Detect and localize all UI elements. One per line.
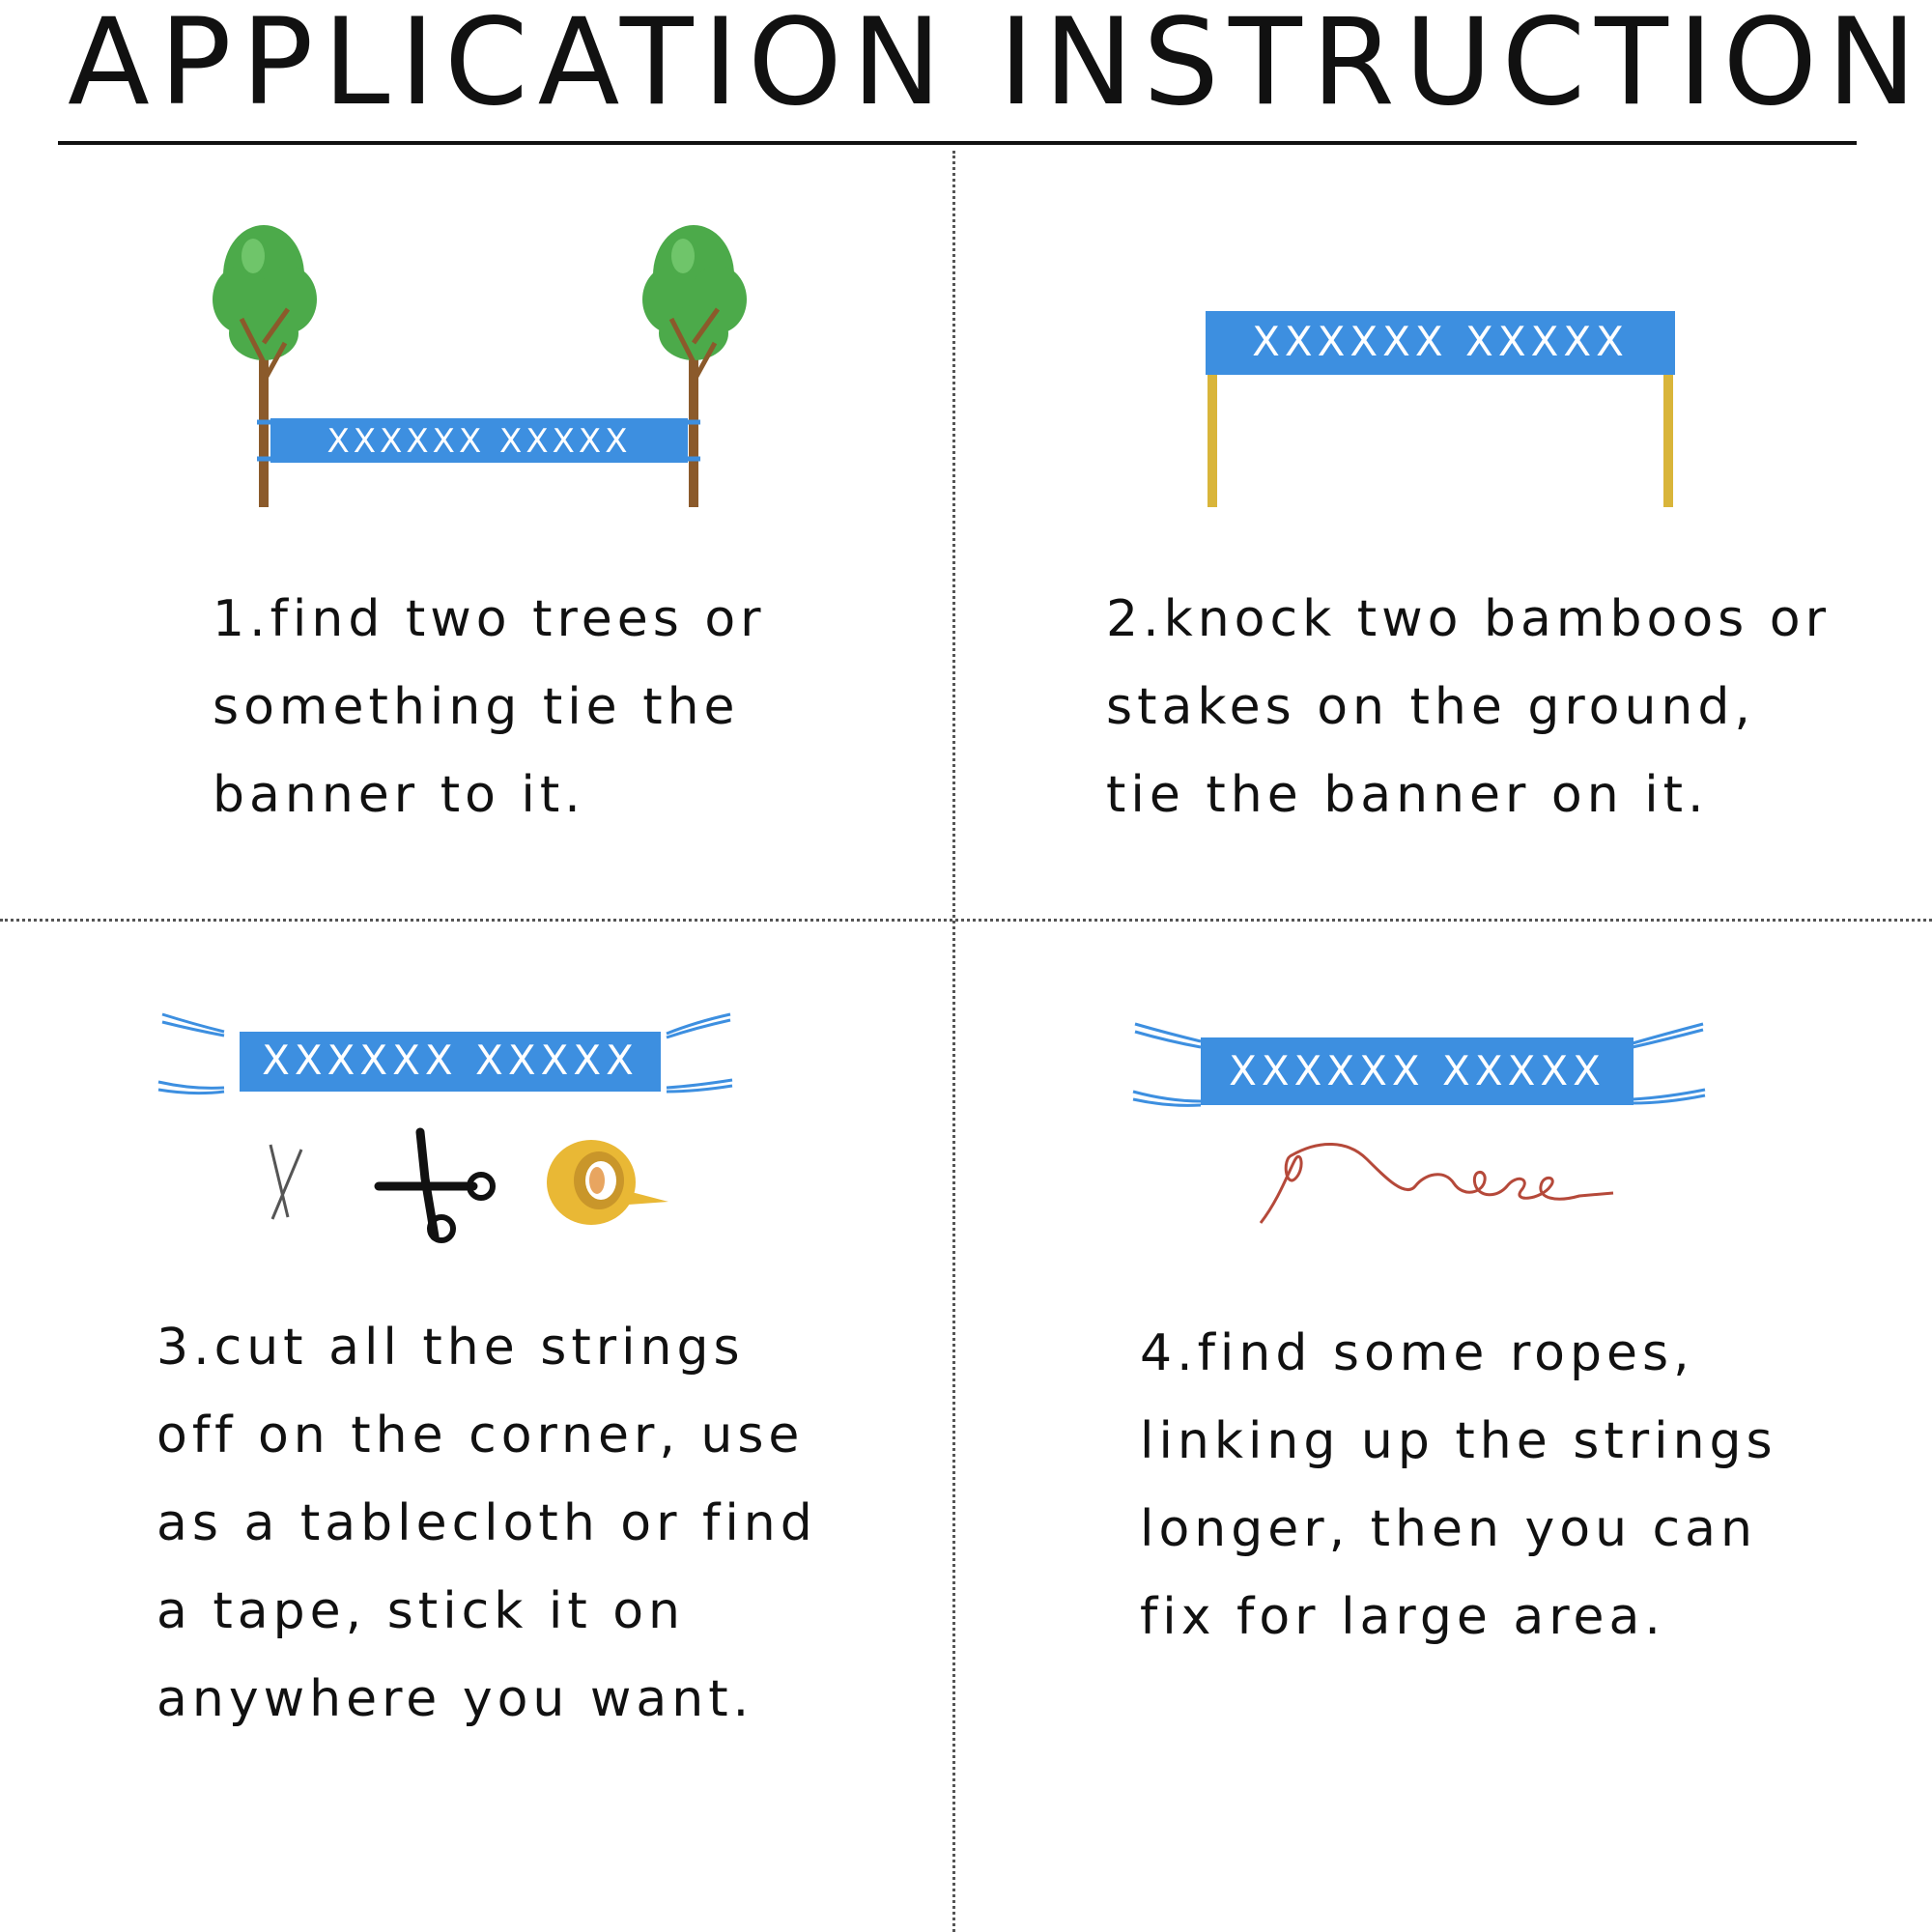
banner-label: XXXXXX XXXXX (327, 422, 632, 461)
ropes-illustration (1125, 1014, 1715, 1236)
trees-banner-illustration (193, 217, 753, 507)
banner-label: XXXXXX XXXXX (262, 1037, 639, 1084)
tree-icon (642, 225, 747, 507)
step-3-line: off on the corner, use (156, 1406, 805, 1464)
banner (240, 1032, 661, 1092)
step-4-line: longer, then you can (1140, 1500, 1757, 1558)
banner (1206, 311, 1675, 375)
stakes-banner-illustration (1198, 309, 1681, 507)
step-3-line: 3.cut all the strings (156, 1319, 745, 1377)
vertical-divider (952, 151, 955, 1932)
horizontal-divider (0, 919, 1932, 922)
tablecloth-illustration (155, 1005, 744, 1256)
tree-icon (213, 225, 317, 507)
rope-icon (1261, 1144, 1613, 1223)
banner-label: XXXXXX XXXXX (1229, 1047, 1605, 1094)
step-3-line: a tape, stick it on (156, 1582, 686, 1640)
banner (1201, 1037, 1634, 1105)
step-2-line: tie the banner on it. (1106, 766, 1709, 824)
title-underline (58, 141, 1857, 145)
step-4-instruction (1140, 1310, 1777, 1662)
step-4-line: fix for large area. (1140, 1588, 1665, 1646)
step-1-instruction (213, 576, 766, 839)
page-title: APPLICATION INSTRUCTION (68, 0, 1926, 132)
scissors-icon (379, 1132, 493, 1240)
step-2-instruction (1106, 576, 1831, 839)
banner (257, 418, 700, 463)
step-4-line: linking up the strings (1140, 1412, 1777, 1470)
step-3-instruction (156, 1304, 817, 1744)
step-3-line: as a tablecloth or find (156, 1494, 817, 1552)
step-2-line: stakes on the ground, (1106, 678, 1755, 736)
step-1-line: 1.find two trees or (213, 590, 766, 648)
step-4-line: 4.find some ropes, (1140, 1324, 1694, 1382)
step-1-line: banner to it. (213, 766, 585, 824)
step-1-line: something tie the (213, 678, 740, 736)
step-3-line: anywhere you want. (156, 1670, 754, 1728)
tape-roll-icon (547, 1140, 668, 1225)
banner-label: XXXXXX XXXXX (1252, 318, 1629, 365)
pin-icon (270, 1145, 301, 1219)
step-2-line: 2.knock two bamboos or (1106, 590, 1831, 648)
